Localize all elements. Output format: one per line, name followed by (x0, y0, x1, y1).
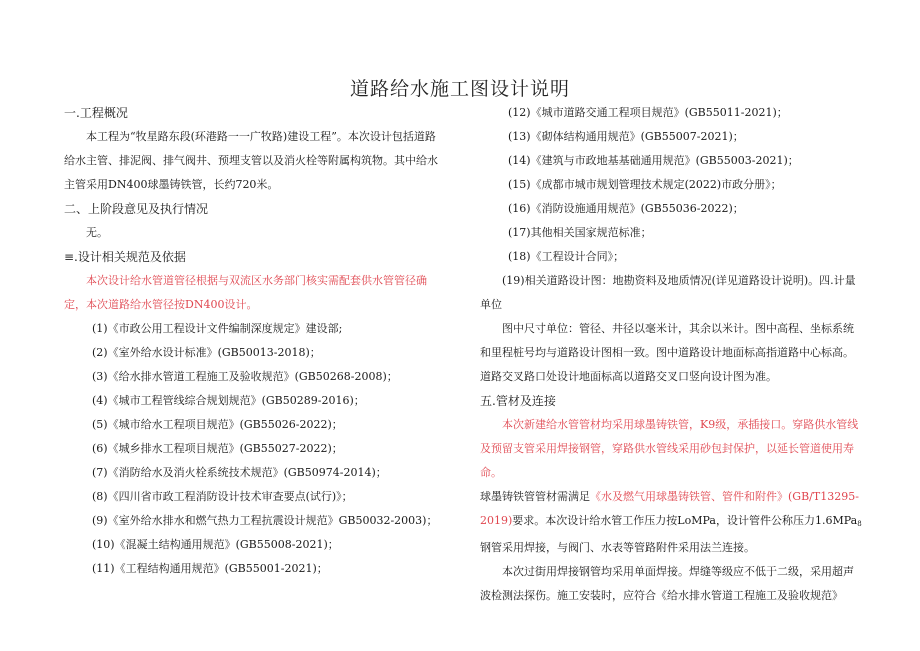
standard-item: (17)其他相关国家规范标准； (508, 226, 652, 239)
pipe-material-text-b: 要求。本次设计给水管工作压力按LoMPa，设计管件公称压力1.6MPa (512, 514, 858, 527)
pipe-material-standard-ref: 《水及燃气用球墨铸铁管、管件和附件》(GB/T13295-2019) (480, 490, 859, 527)
section-heading-pipe-material: 五.管材及连接 (480, 394, 556, 408)
pipe-material-paragraph (480, 485, 864, 560)
standard-item: (1)《市政公用工程设计文件编制深度规定》建设部; (92, 322, 343, 335)
standard-item: (16)《消防设施通用规范》(GB55036-2022)； (508, 202, 744, 215)
standard-item: (5)《城市给水工程项目规范》(GB55026-2022)； (92, 418, 343, 431)
section-heading-previous-stage: 二、上阶段意见及执行情况 (64, 202, 209, 216)
standard-item: (7)《消防给水及消火栓系统技术规范》(GB50974-2014)； (92, 466, 387, 479)
section-heading-overview: 一.工程概况 (64, 106, 128, 120)
pipe-material-text-c: 钢管采用焊接，与阀门、水表等管路附件采用法兰连接。 (480, 541, 755, 554)
standard-item: (2)《室外给水设计标准》(GB50013-2018)； (92, 346, 321, 359)
standard-item: (10)《混凝土结构通用规范》(GB55008-2021)； (92, 538, 339, 551)
standard-item: (9)《室外给水排水和燃气热力工程抗震设计规范》GB50032-2003)； (92, 514, 438, 527)
standard-item: (6)《城乡排水工程项目规范》(GB55027-2022)； (92, 442, 343, 455)
standard-item: (4)《城市工程管线综合规划规范》(GB50289-2016)； (92, 394, 365, 407)
left-column (64, 101, 444, 581)
right-column (480, 101, 864, 608)
units-paragraph: 图中尺寸单位：管径、井径以毫米计，其余以米计。图中高程、坐标系统和里程桩号均与道路设计图相一致。图中道路设计地面标高指道路中心标高。道路交叉路口处设计地面标高以道路交叉口竖向设计图为准。 (480, 322, 854, 383)
standard-item: (14)《建筑与市政地基基础通用规范》(GB55003-2021)； (508, 154, 799, 167)
standard-item: (11)《工程结构通用规范》(GB55001-2021)； (92, 562, 328, 575)
standard-item: (3)《给水排水管道工程施工及验收规范》(GB50268-2008)； (92, 370, 398, 383)
welding-paragraph: 本次过街用焊接钢管均采用单面焊接。焊缝等级应不低于二级，采用超声波检测法探伤。施工安装时，应符合《给水排水管道工程施工及验收规范》 (480, 565, 854, 602)
standard-item-with-units-heading: (19)相关道路设计图：地勘资料及地质情况(详见道路设计说明)。四.计量单位 (480, 274, 856, 311)
overview-paragraph: 本工程为“牧星路东段(环港路一一广牧路)建设工程”。本次设计包括道路给水主管、排泥阀、排气阀井、预埋支管以及消火栓等附属构筑物。其中给水主管采用DN400球墨铸铁管，长约720米。 (64, 130, 438, 191)
standard-item: (13)《砌体结构通用规范》(GB55007-2021)； (508, 130, 744, 143)
standard-item: (12)《城市道路交通工程项目规范》(GB55011-2021)； (508, 106, 788, 119)
standard-item: (8)《四川省市政工程消防设计技术审查要点(试行)》； (92, 490, 353, 503)
standard-item: (18)《工程设计合同》； (508, 250, 625, 263)
pipe-diameter-note: 本次设计给水管道管径根据与双流区水务部门核实需配套供水管管径确定，本次道路给水管径按DN400设计。 (64, 274, 427, 311)
page-title: 道路给水施工图设计说明 (349, 78, 570, 100)
pipe-material-subscript: 8 (857, 520, 862, 528)
section-heading-standards: ≡.设计相关规范及依据 (64, 250, 186, 264)
pipe-material-text-a: 球墨铸铁管管材需满足 (480, 490, 590, 503)
previous-stage-paragraph: 无。 (86, 226, 108, 239)
standard-item: (15)《成都市城市规划管理技术规定(2022)市政分册》； (508, 178, 782, 191)
pipe-material-red-paragraph: 本次新建给水管管材均采用球墨铸铁管，K9级，承插接口。穿路供水管线及预留支管采用焊接钢管，穿路供水管线采用砂包封保护，以延长管道使用寿命。 (480, 418, 859, 479)
